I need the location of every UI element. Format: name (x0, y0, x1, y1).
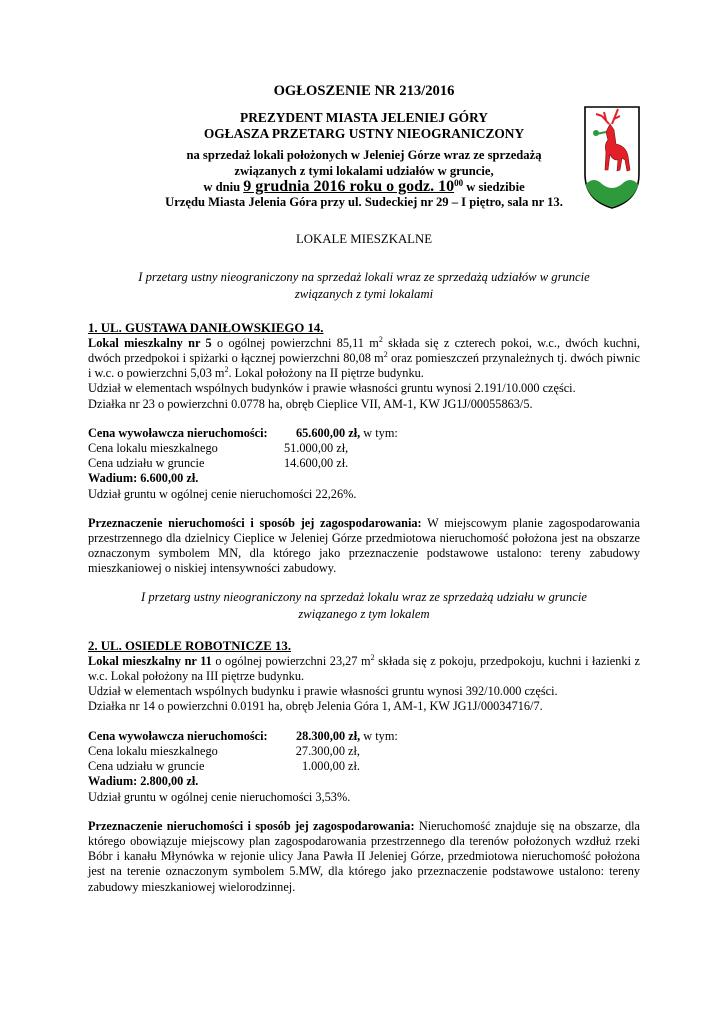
price-value: 65.600,00 zł, (296, 425, 361, 440)
item-2-plot: Działka nr 14 o powierzchni 0.0191 ha, obręb Jelenia Góra 1, AM-1, KW JG1J/00034716/7. (88, 699, 543, 714)
land-price-label: Cena udziału w gruncie (88, 456, 205, 471)
announcement-page (88, 84, 640, 895)
sup: 2 (370, 652, 375, 662)
header-sub-2: związanych z tymi lokalami udziałów w gruncie, (234, 163, 494, 178)
item-1-desc-c: oraz pomieszczeń przynależnych tj. dwóch piwnic i w.c. o powierzchni 5,03 m (88, 351, 640, 381)
item-2-purpose (88, 819, 640, 895)
item-2-price-line (88, 729, 640, 744)
intro-1-line-a: I przetarg ustny nieograniczony na sprzedaż lokali wraz ze sprzedażą udziałów w gruncie (138, 269, 590, 284)
item-1-description (88, 336, 640, 382)
sup: 2 (224, 365, 229, 375)
section-title: LOKALE MIESZKALNE (295, 232, 433, 247)
date-prefix: w dniu (203, 180, 244, 195)
item-1-flat-price (88, 441, 640, 456)
item-1-land-pct: Udział gruntu w ogólnej cenie nieruchomości 22,26%. (88, 486, 357, 501)
item-2-flat-price (88, 744, 640, 759)
item-2-land-price (88, 759, 640, 774)
item-1-heading: 1. UL. GUSTAWA DANIŁOWSKIEGO 14. (88, 320, 324, 335)
intro-2-line-a: I przetarg ustny nieograniczony na sprzedaż lokalu wraz ze sprzedażą udziału w gruncie (141, 589, 587, 604)
price-tail: w tym: (360, 728, 398, 743)
intro-1-line-b: związanych z tymi lokalami (294, 286, 434, 301)
land-price-label: Cena udziału w gruncie (88, 759, 205, 774)
land-price-value: 1.000,00 zł. (301, 759, 360, 774)
purpose-text: Nieruchomość znajduje się na obszarze, dla którego obowiązuje miejscowy plan zagospodarowania przestrzennego dla terenów położonych wzdłuż rzeki Bóbr i kanału Młynówka w rejonie ulicy Jana Pawła II Jeleniej Górze, przedmiotowa nieruchomość położona jest na terenie oznaczonym symbolem 5.MW, dla którego jako przeznaczenie podstawowe ustalono: tereny zabudowy mieszkaniowej wielorodzinnej. (88, 818, 640, 894)
item-1-desc-a: o ogólnej powierzchni 85,11 m (211, 335, 379, 350)
header-line-2: OGŁASZA PRZETARG USTNY NIEOGRANICZONY (203, 126, 525, 142)
land-price-value: 14.600,00 zł. (284, 456, 349, 471)
item-1-plot: Działka nr 23 o powierzchni 0.0778 ha, obręb Cieplice VII, AM-1, KW JG1J/00055863/5. (88, 396, 533, 411)
item-2-desc-b: składa się z pokoju, przedpokoju, kuchni i łazienki z w.c. Lokal położony na III piętrze budynku. (88, 653, 640, 684)
date-suffix: w siedzibie (463, 180, 525, 195)
item-2-deposit: Wadium: 2.800,00 zł. (88, 774, 199, 789)
item-2-flat-label: Lokal mieszkalny nr 11 (88, 653, 212, 668)
auction-time-minutes: 00 (454, 177, 464, 188)
item-1-price-line (88, 426, 640, 441)
item-2-description (88, 654, 640, 684)
header-line-1: PREZYDENT MIASTA JELENIEJ GÓRY (240, 110, 488, 126)
purpose-label: Przeznaczenie nieruchomości i sposób jej zagospodarowania: (88, 515, 422, 530)
item-1-land-price (88, 456, 640, 471)
flat-price-value: 27.300,00 zł, (295, 743, 360, 758)
item-2-land-pct: Udział gruntu w ogólnej cenie nieruchomości 3,53%. (88, 789, 351, 804)
flat-price-value: 51.000,00 zł, (284, 441, 349, 456)
item-2-share: Udział w elementach wspólnych budynku i prawie własności gruntu wynosi 392/10.000 części. (88, 684, 558, 699)
item-2-desc-a: o ogólnej powierzchni 23,27 m (211, 653, 371, 668)
price-tail: w tym: (360, 425, 398, 440)
auction-place: Urzędu Miasta Jelenia Góra przy ul. Sudeckiej nr 29 – I piętro, sala nr 13. (165, 195, 563, 210)
item-1-desc-b: składa się z czterech pokoi, w.c., dwóch kuchni, dwóch przedpokoi i spiżarki o łącznej powierzchni 80,08 m (88, 335, 640, 366)
header-sub-1: na sprzedaż lokali położonych w Jeleniej Górze wraz ze sprzedażą (186, 148, 542, 163)
sup: 2 (378, 334, 383, 344)
auction-date: 9 grudnia 2016 roku o godz. 10 (243, 178, 455, 196)
price-label: Cena wywoławcza nieruchomości: (88, 425, 268, 440)
item-1-deposit: Wadium: 6.600,00 zł. (88, 471, 199, 486)
flat-price-label: Cena lokalu mieszkalnego (88, 743, 218, 758)
price-value: 28.300,00 zł, (296, 728, 361, 743)
sup: 2 (383, 349, 388, 359)
price-label: Cena wywoławcza nieruchomości: (88, 728, 268, 743)
purpose-label: Przeznaczenie nieruchomości i sposób jej zagospodarowania: (88, 818, 415, 833)
item-2-heading: 2. UL. OSIEDLE ROBOTNICZE 13. (88, 638, 292, 653)
purpose-text: W miejscowym planie zagospodarowania przestrzennego dla dzielnicy Cieplice w Jeleniej Górze przedmiotowa nieruchomość położona jest na obszarze oznaczonym symbolem MN, dla którego jako przeznaczenie podstawowe ustalono: tereny zabudowy mieszkaniowej o niskiej intensywności zabudowy. (88, 515, 640, 576)
item-1-desc-d: . Lokal położony na II piętrze budynku. (228, 366, 424, 381)
auction-date-line (88, 179, 640, 195)
flat-price-label: Cena lokalu mieszkalnego (88, 441, 218, 456)
announcement-title: OGŁOSZENIE NR 213/2016 (273, 83, 455, 99)
intro-2-line-b: związanego z tym lokalem (298, 606, 430, 621)
item-1-purpose (88, 516, 640, 577)
item-1-flat-label: Lokal mieszkalny nr 5 (88, 335, 212, 350)
item-1-share: Udział w elementach wspólnych budynków i prawie własności gruntu wynosi 2.191/10.000 części. (88, 381, 576, 396)
